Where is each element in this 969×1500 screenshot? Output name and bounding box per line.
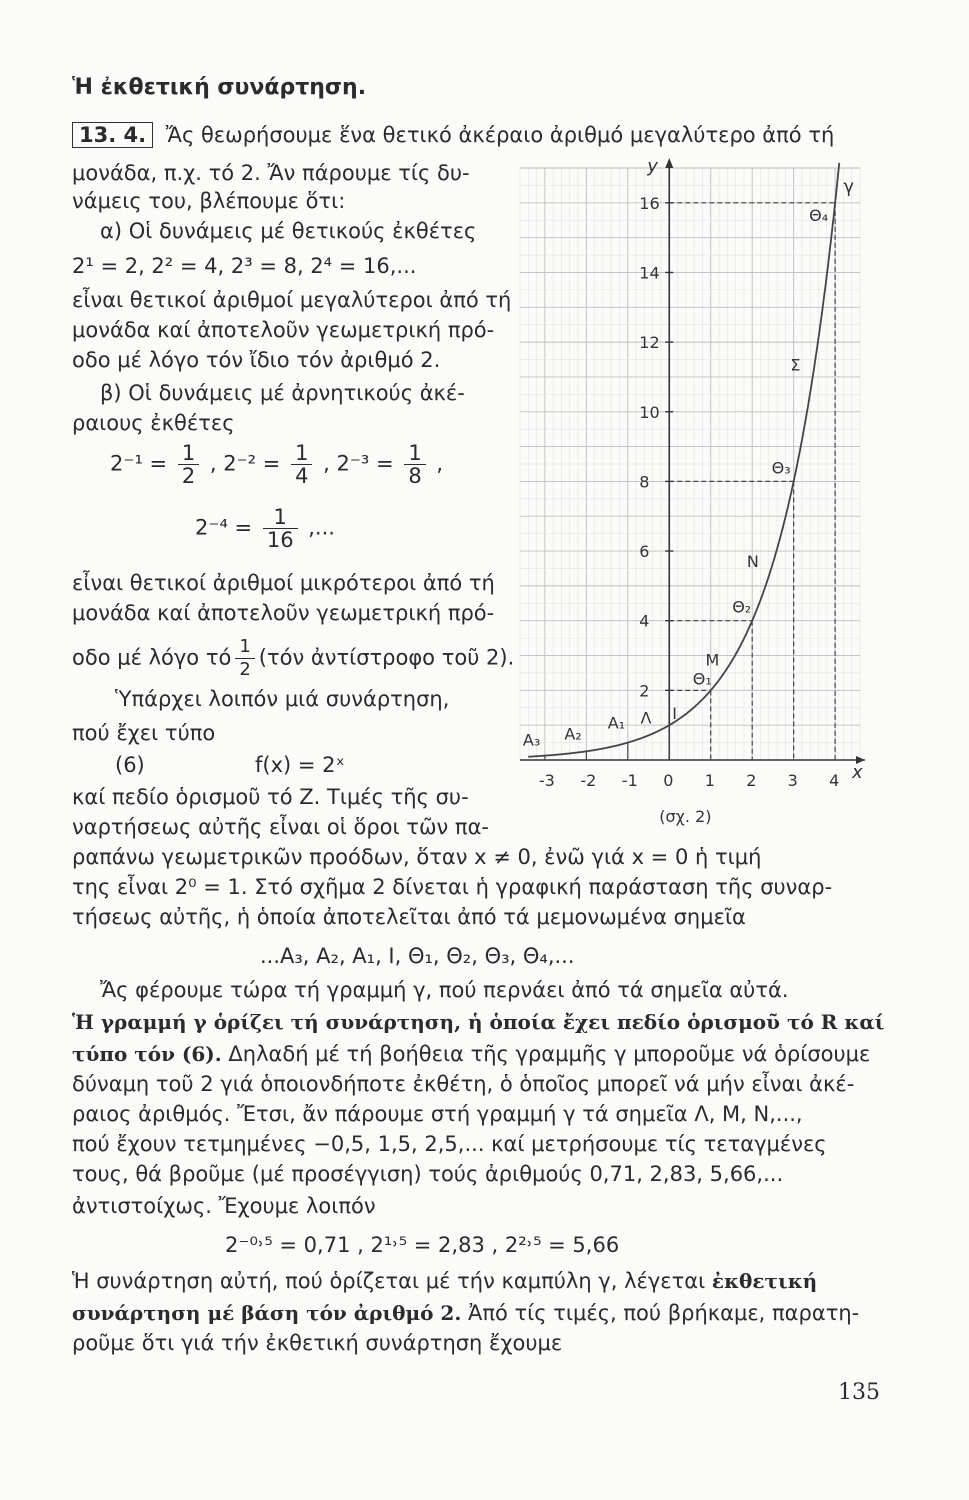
y-tick-label: 4 xyxy=(639,611,650,631)
curve-label: γ xyxy=(843,176,855,198)
x-tick-label: 3 xyxy=(787,771,798,790)
x-tick-label: 4 xyxy=(829,771,840,790)
para-line-2: ραιος ἀριθμός. Ἔτσι, ἄν πάρουμε στή γραμμή γ τά σημεῖα Λ, Μ, Ν,..., xyxy=(72,1102,803,1126)
curve-gamma xyxy=(528,163,839,757)
point-label: Θ₃ xyxy=(771,458,791,478)
case-a-line-1: εἶναι θετικοί ἀριθμοί μεγαλύτεροι ἀπό τή xyxy=(72,288,512,312)
negative-powers-row-1: 2⁻¹ = $\frac{1}{2}$ , 2⁻² = $\frac{1}{4}$ , 2⁻³ = $\frac{1}{8}$ , xyxy=(110,441,444,488)
chart-grid xyxy=(520,168,860,760)
case-b-label-2: ραιους ἐκθέτες xyxy=(72,411,235,435)
body-line-1: ραπάνω γεωμετρικῶν προόδων, ὅταν x ≠ 0, ἐνῶ γιά x = 0 ἡ τιμή xyxy=(72,845,762,869)
values-line: 2⁻⁰˒⁵ = 0,71 , 2¹˒⁵ = 2,83 , 2²˒⁵ = 5,66 xyxy=(225,1233,620,1257)
case-b-line-3: οδο μέ λόγο τό $\frac{1}{2}$ (τόν ἀντίστροφο τοῦ 2). xyxy=(72,636,515,680)
chart-axes xyxy=(520,156,865,790)
closing-line-3: ροῦμε ὅτι γιά τήν ἐκθετική συνάρτηση ἔχουμε xyxy=(72,1331,563,1355)
fraction: $\frac{1}{2}$ xyxy=(178,442,199,487)
function-intro-1: Ὑπάρχει λοιπόν μιά συνάρτηση, xyxy=(115,687,450,711)
figure-caption: (σχ. 2) xyxy=(659,807,712,826)
points-list: ...Α₃, Α₂, Α₁, Ι, Θ₁, Θ₂, Θ₃, Θ₄,... xyxy=(260,944,575,968)
line-gamma-sentence: Ἄς φέρουμε τώρα τή γραμμή γ, πού περνάει ἀπό τά σημεῖα αὐτά. xyxy=(100,978,789,1002)
page-number: 135 xyxy=(838,1380,880,1405)
fraction: $\frac{1}{2}$ xyxy=(235,636,254,681)
y-tick-label: 10 xyxy=(639,402,660,422)
para-line-3: πού ἔχουν τετμημένες −0,5, 1,5, 2,5,... καί μετρήσουμε τίς τεταγμένες xyxy=(72,1132,827,1156)
point-label: Θ₁ xyxy=(692,669,712,689)
intro-line-2: μονάδα, π.χ. τό 2. Ἄν πάρουμε τίς δυ- xyxy=(72,161,470,185)
y-tick-label: 16 xyxy=(639,193,660,213)
point-label: Σ xyxy=(790,355,801,375)
body-line-3: τήσεως αὐτῆς, ἡ ὁποία ἀποτελεῖται ἀπό τά μεμονωμένα σημεῖα xyxy=(72,905,746,929)
point-label: Ι xyxy=(672,704,677,724)
fraction: $\frac{1}{16}$ xyxy=(263,506,298,551)
point-label: Θ₄ xyxy=(809,205,829,225)
y-axis-label: y xyxy=(647,156,658,177)
case-b-line-1: εἶναι θετικοί ἀριθμοί μικρότεροι ἀπό τή xyxy=(72,571,495,595)
x-tick-label: -3 xyxy=(538,771,555,790)
case-b-label-1: β) Οἱ δυνάμεις μέ ἀρνητικούς ἀκέ- xyxy=(100,381,465,405)
fraction: $\frac{1}{8}$ xyxy=(404,442,425,487)
point-label: Λ xyxy=(640,708,652,728)
y-tick-label: 6 xyxy=(639,542,650,562)
positive-powers: 2¹ = 2, 2² = 4, 2³ = 8, 2⁴ = 16,... xyxy=(72,254,417,278)
case-a-line-2: μονάδα καί ἀποτελοῦν γεωμετρική πρό- xyxy=(72,318,495,342)
exponential-graph xyxy=(515,150,870,830)
section-number: 13. 4. xyxy=(72,122,153,148)
point-label: Μ xyxy=(705,650,720,670)
point-label: Θ₂ xyxy=(732,597,752,617)
closing-line-2: συνάρτηση μέ βάση τόν ἀριθμό 2. Ἀπό τίς τιμές, πού βρήκαμε, παρατη- xyxy=(72,1301,860,1325)
function-intro-2: πού ἔχει τύπο xyxy=(72,721,216,745)
para-line-5: ἀντιστοίχως. Ἔχουμε λοιπόν xyxy=(72,1194,376,1218)
intro-line-3: νάμεις του, βλέπουμε ὅτι: xyxy=(72,189,346,213)
negative-powers-row-2: 2⁻⁴ = $\frac{1}{16}$ ,... xyxy=(195,505,335,552)
y-tick-label: 14 xyxy=(639,263,660,283)
bold-statement-2: τύπο τόν (6). Δηλαδή μέ τή βοήθεια τῆς γραμμῆς γ μποροῦμε νά ὁρίσουμε xyxy=(72,1042,871,1066)
bold-statement-1: Ἡ γραμμή γ ὁρίζει τή συνάρτηση, ἡ ὁποία ἔχει πεδίο ὁρισμοῦ τό R καί xyxy=(72,1010,885,1034)
point-label: Α₂ xyxy=(564,724,582,744)
domain-line-1: καί πεδίο ὁρισμοῦ τό Z. Τιμές τῆς συ- xyxy=(72,785,469,809)
para-line-4: τους, θά βροῦμε (μέ προσέγγιση) τούς ἀριθμούς 0,71, 2,83, 5,66,... xyxy=(72,1162,784,1186)
equation-label: (6) xyxy=(115,753,145,777)
y-tick-label: 2 xyxy=(639,681,650,701)
body-line-2: της εἶναι 2⁰ = 1. Στό σχῆμα 2 δίνεται ἡ γραφική παράσταση τῆς συναρ- xyxy=(72,875,833,899)
x-tick-label: 0 xyxy=(663,771,674,790)
chart-marks xyxy=(523,163,855,826)
point-label: Ν xyxy=(746,551,759,571)
x-tick-label: -2 xyxy=(580,771,597,790)
function-formula: f(x) = 2ˣ xyxy=(255,753,345,777)
case-a-line-3: οδο μέ λόγο τόν ἴδιο τόν ἀριθμό 2. xyxy=(72,348,441,372)
x-axis-label: x xyxy=(852,762,863,783)
y-tick-label: 8 xyxy=(639,472,650,492)
para-line-1: δύναμη τοῦ 2 γιά ὁποιονδήποτε ἐκθέτη, ὁ ὁποῖος μπορεῖ νά μήν εἶναι ἀκέ- xyxy=(72,1072,855,1096)
case-a-label: α) Οἱ δυνάμεις μέ θετικούς ἐκθέτες xyxy=(100,219,477,243)
y-axis-arrow xyxy=(665,158,673,168)
domain-line-2: ναρτήσεως αὐτῆς εἶναι οἱ ὅροι τῶν πα- xyxy=(72,815,489,839)
section-heading: Ἡ ἐκθετική συνάρτηση. xyxy=(72,75,367,100)
case-b-line-2: μονάδα καί ἀποτελοῦν γεωμετρική πρό- xyxy=(72,601,495,625)
fraction: $\frac{1}{4}$ xyxy=(291,442,312,487)
x-tick-label: 1 xyxy=(704,771,715,790)
point-label: Α₃ xyxy=(522,730,541,750)
x-tick-label: 2 xyxy=(746,771,757,790)
point-label: Α₁ xyxy=(607,713,626,733)
x-tick-label: -1 xyxy=(621,771,638,790)
intro-line-1: 13. 4. Ἄς θεωρήσουμε ἕνα θετικό ἀκέραιο ἀριθμό μεγαλύτερο ἀπό τή xyxy=(72,122,834,148)
y-tick-label: 12 xyxy=(639,333,660,353)
closing-line-1: Ἡ συνάρτηση αὐτή, πού ὁρίζεται μέ τήν καμπύλη γ, λέγεται ἐκθετική xyxy=(72,1269,818,1293)
